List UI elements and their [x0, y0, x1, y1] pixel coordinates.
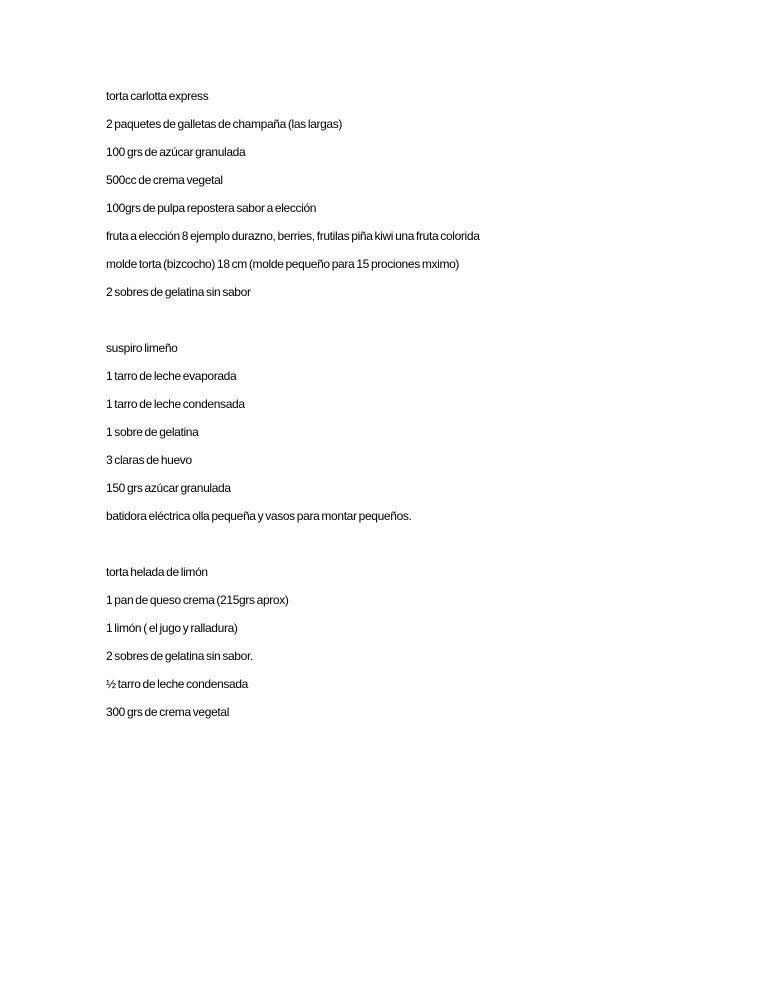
recipe-torta-helada-de-limon: [106, 563, 726, 721]
section-gap: [106, 535, 726, 563]
ingredient-line: 500cc de crema vegetal: [106, 173, 223, 187]
recipe-title: torta helada de limón: [106, 565, 208, 579]
ingredient-line: 2 paquetes de galletas de champaña (las largas): [106, 117, 343, 131]
recipe-torta-carlotta-express: [106, 87, 726, 301]
ingredient-line: fruta a elección 8 ejemplo durazno, berries, frutilas piña kiwi una fruta colorida: [106, 229, 480, 243]
ingredient-line: ½ tarro de leche condensada: [106, 677, 248, 691]
ingredient-line: 1 pan de queso crema (215grs aprox): [106, 593, 289, 607]
ingredient-line: 1 tarro de leche evaporada: [106, 369, 237, 383]
ingredient-line: 1 tarro de leche condensada: [106, 397, 245, 411]
ingredient-line: 1 sobre de gelatina: [106, 425, 199, 439]
section-gap: [106, 311, 726, 339]
recipe-title: suspiro limeño: [106, 341, 178, 355]
ingredient-line: 2 sobres de gelatina sin sabor: [106, 285, 251, 299]
ingredient-line: batidora eléctrica olla pequeña y vasos para montar pequeños.: [106, 509, 412, 523]
recipe-title: torta carlotta express: [106, 89, 209, 103]
ingredient-line: 3 claras de huevo: [106, 453, 192, 467]
ingredient-line: 100 grs de azúcar granulada: [106, 145, 246, 159]
ingredient-line: 1 limón ( el jugo y ralladura): [106, 621, 238, 635]
recipe-suspiro-limeno: [106, 339, 726, 525]
ingredient-line: 150 grs azúcar granulada: [106, 481, 231, 495]
ingredient-line: 100grs de pulpa repostera sabor a elección: [106, 201, 317, 215]
document-body: [106, 87, 726, 731]
ingredient-line: molde torta (bizcocho) 18 cm (molde pequeño para 15 prociones mximo): [106, 257, 460, 271]
ingredient-line: 2 sobres de gelatina sin sabor.: [106, 649, 253, 663]
ingredient-line: 300 grs de crema vegetal: [106, 705, 230, 719]
